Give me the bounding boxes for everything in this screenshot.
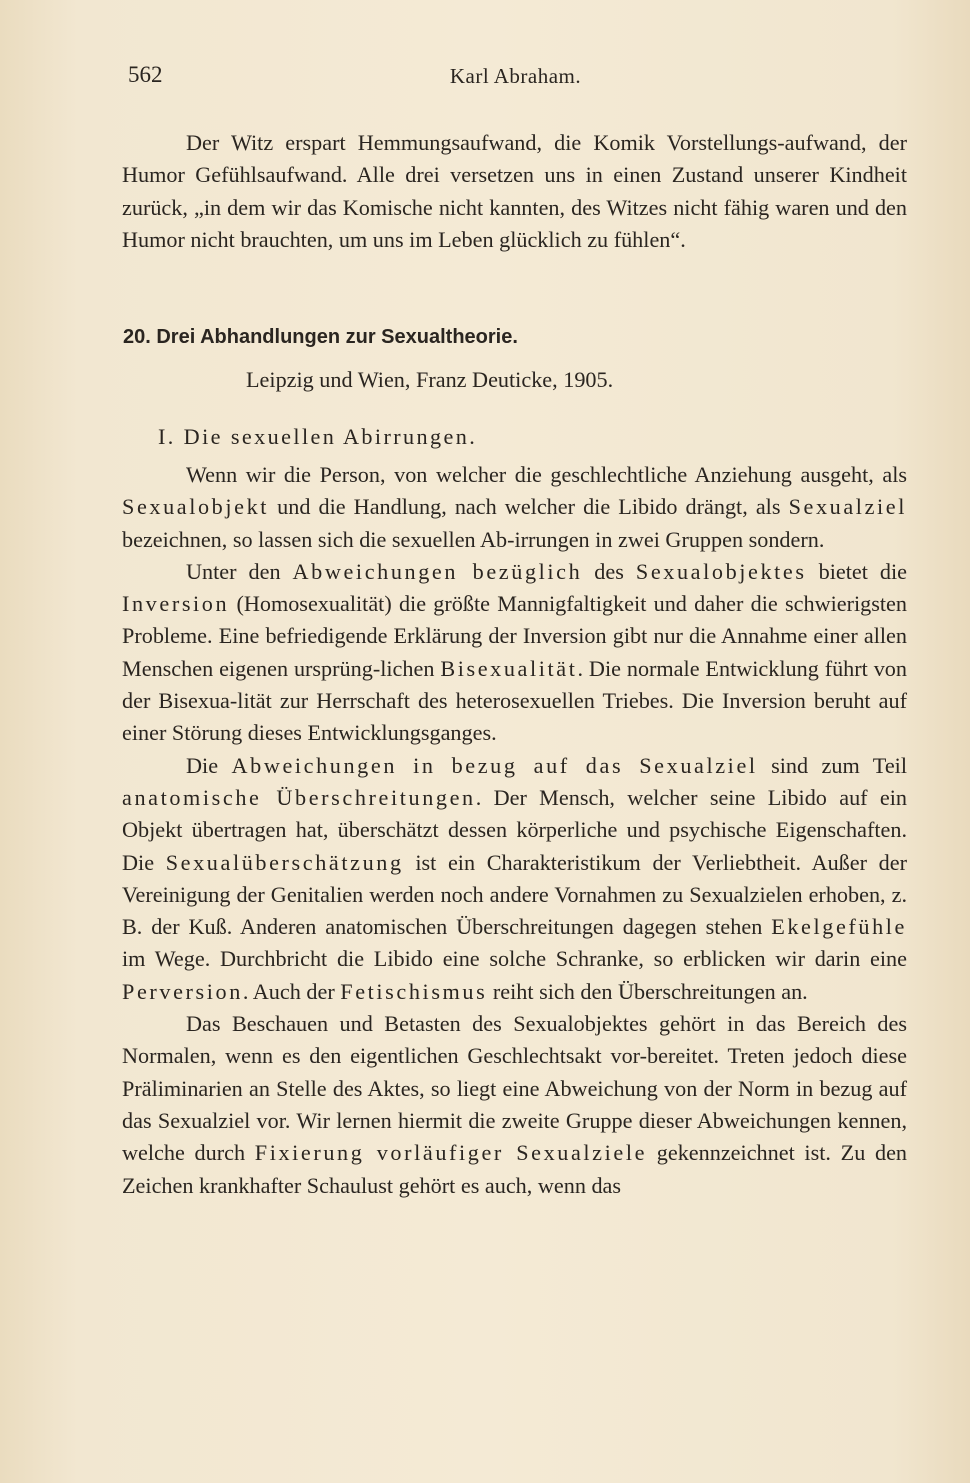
paragraph-2 [122,556,907,750]
emphasis: Sexualobjektes [635,558,807,584]
text-run: reiht sich den Überschreitungen an. [487,978,808,1004]
text-run: . Die normale Entwicklung führt von der Bisexua-lität zur Herrschaft des heterosexuellen Triebes. Die Inversion beruht auf einer Störung dieses Entwicklungsganges. [122,655,907,746]
paragraph-4 [122,1008,907,1202]
text-run: Die [186,752,232,778]
text-run: Unter den [186,558,293,584]
text-run: . Der Mensch, welcher seine Libido auf ein Objekt übertragen hat, überschätzt dessen körperliche und psychische Eigenschaften. Die [122,784,907,875]
text-run: sind zum Teil [757,752,907,778]
emphasis: Fixierung vorläufiger Sexualziele [254,1140,648,1166]
emphasis: Fetischismus [340,978,488,1004]
text-run: . Auch der [242,978,341,1004]
emphasis: Inversion [122,591,230,617]
text-run: bezeichnen, so lassen sich die sexuellen Ab-irrungen in zwei Gruppen sondern. [122,526,825,552]
intro-paragraph-block [122,127,907,256]
body-text [122,459,907,1202]
paragraph-1 [122,459,907,556]
text-run: bietet die [806,558,908,584]
subsection-heading: I. Die sexuellen Abirrungen. [158,424,478,449]
emphasis: anatomische Überschreitungen [122,784,476,810]
paragraph-3 [122,750,907,1008]
text-run: Das Beschauen und Betasten des Sexualobjektes gehört in das Bereich des Normalen, wenn es den eigentlichen Geschlechtsakt vor-bereitet. Treten jedoch diese Präliminarien an Stelle des Aktes, so liegt eine Abweichung von der Norm in bezug auf das Sexualziel vor. Wir lernen hiermit die zweite Gruppe dieser Abweichungen kennen, welche durch [122,1011,907,1166]
text-run: Wenn wir die Person, von welcher die geschlechtliche Anziehung ausgeht, als [186,462,907,487]
text-run: ist ein Charakteristikum der Verliebtheit. Außer der Vereinigung der Genitalien werden noch andere Vornahmen zu Sexualzielen erhoben, z. B. der Kuß. Anderen anatomischen Überschreitungen dagegen stehen [122,849,907,940]
intro-paragraph: Der Witz erspart Hemmungsaufwand, die Komik Vorstellungs-aufwand, der Humor Gefühlsaufwand. Alle drei versetzen uns in einen Zustand unserer Kindheit zurück, „in dem wir das Komische nicht kannten, des Witzes nicht fähig waren und den Humor nicht brauchten, um uns im Leben glücklich zu fühlen“. [122,130,907,252]
emphasis: Abweichungen bezüglich [292,558,583,584]
text-run: und die Handlung, nach welcher die Libido drängt, als [269,494,789,520]
page-header [124,62,907,96]
running-head: Karl Abraham. [449,64,582,88]
emphasis: Sexualüberschätzung [165,849,404,875]
text-run: des [582,558,636,584]
text-run: (Homosexualität) die größte Mannigfaltigkeit und daher die schwierigsten Probleme. Eine befriedigende Erklärung der Inversion gibt nur die Annahme einer allen Menschen eigenen ursprüng-lichen [122,591,907,681]
emphasis: Perversion [122,978,243,1004]
emphasis: Bisexualität [440,655,578,681]
emphasis: Ekelgefühle [771,914,907,940]
publication-line: Leipzig und Wien, Franz Deuticke, 1905. [246,367,614,392]
text-run: im Wege. Durchbricht die Libido eine solche Schranke, so erblicken wir darin eine [122,946,907,972]
emphasis: Sexualobjekt [122,494,270,520]
emphasis: Sexualziel [788,494,907,520]
emphasis: Abweichungen in bezug auf das Sexualziel [231,752,758,778]
page-number: 562 [128,62,163,87]
text-run: gekennzeichnet ist. Zu den Zeichen krankhafter Schaulust gehört es auch, wenn das [122,1140,908,1198]
section-heading: 20. Drei Abhandlungen zur Sexualtheorie. [123,326,518,348]
